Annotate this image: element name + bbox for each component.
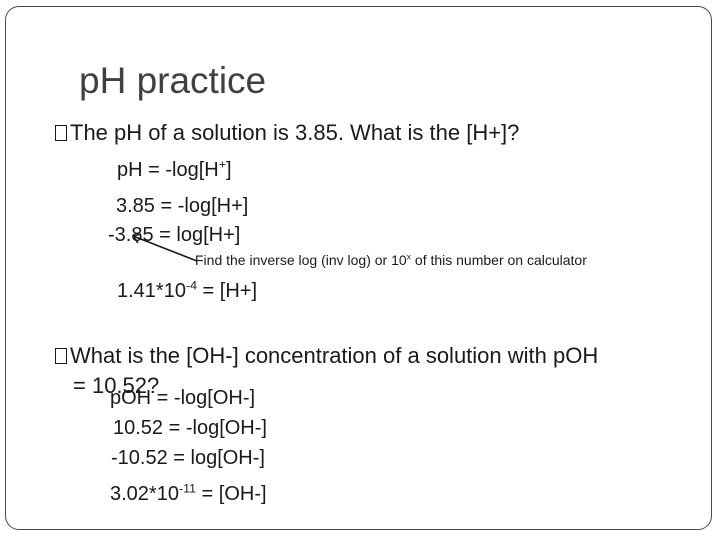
question-2-text: What is the [OH-] concentration of a solution with pOH bbox=[70, 343, 599, 368]
q1-answer-exponent: -4 bbox=[185, 278, 197, 293]
q2-answer-base: 3.02*10 bbox=[110, 483, 179, 505]
q2-answer-exponent: -11 bbox=[178, 481, 196, 496]
q1-answer bbox=[117, 278, 258, 302]
q1-step-1-close: ] bbox=[225, 159, 232, 181]
q2-answer bbox=[110, 481, 267, 505]
question-2-continued: = 10.52? bbox=[73, 373, 160, 398]
q1-step-2: 3.85 = -log[H+] bbox=[116, 195, 249, 217]
q1-step-3: -3.85 = log[H+] bbox=[108, 224, 241, 246]
q1-answer-base: 1.41*10 bbox=[117, 280, 186, 302]
q1-answer-rest: = [H+] bbox=[197, 280, 258, 302]
bullet-square-icon bbox=[55, 348, 67, 364]
q2-step-3: -10.52 = log[OH-] bbox=[111, 447, 265, 469]
question-2 bbox=[55, 345, 598, 367]
question-1-text: The pH of a solution is 3.85. What is the [H+]? bbox=[70, 120, 520, 145]
calculator-note-superscript: x bbox=[406, 251, 412, 262]
q2-step-2: 10.52 = -log[OH-] bbox=[113, 417, 267, 439]
calculator-note bbox=[195, 253, 587, 267]
calculator-note-text: Find the inverse log (inv log) or 10 bbox=[195, 252, 407, 268]
q1-step-1-superscript: + bbox=[218, 157, 226, 172]
q2-answer-rest: = [OH-] bbox=[195, 483, 267, 505]
slide-title: pH practice bbox=[79, 60, 267, 101]
q2-step-1: pOH = -log[OH-] bbox=[110, 387, 256, 409]
calculator-note-rest: of this number on calculator bbox=[411, 252, 587, 268]
q1-step-1-text: pH = -log[H bbox=[117, 159, 219, 181]
